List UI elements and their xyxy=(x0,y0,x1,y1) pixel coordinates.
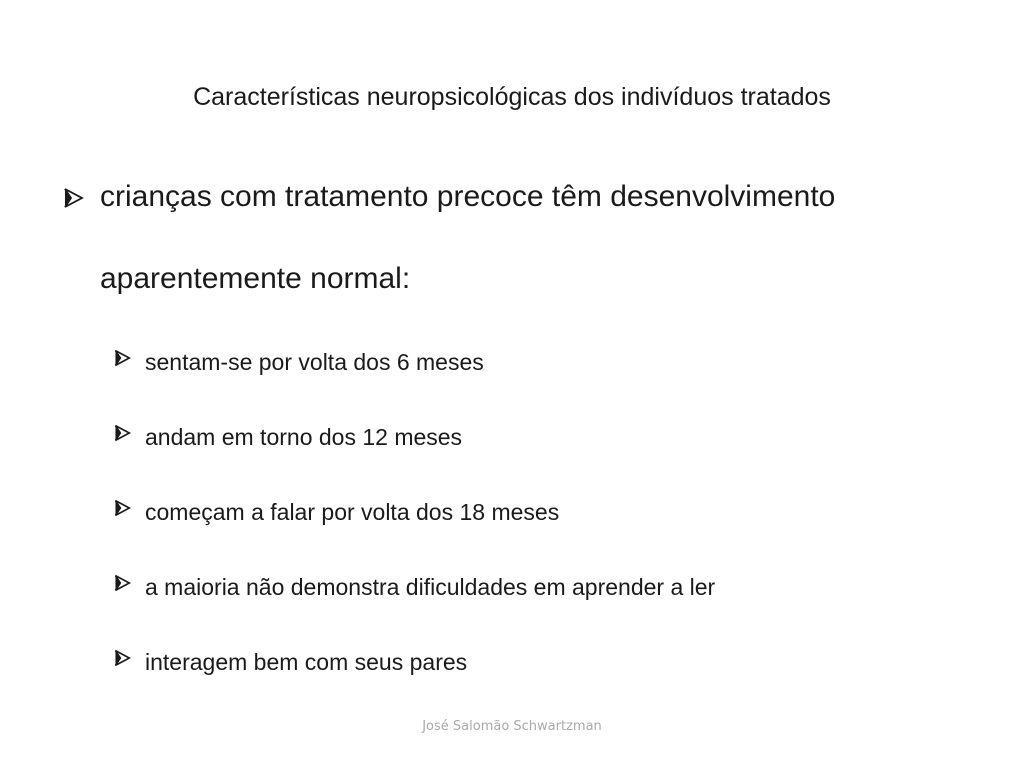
main-bullet-text: crianças com tratamento precoce têm desenvolvimento aparentemente normal: xyxy=(100,180,836,295)
sub-bullet-item xyxy=(113,493,993,531)
sub-bullet-item xyxy=(113,343,993,381)
arrow-bullet-icon xyxy=(113,499,145,525)
sub-bullet-text: interagem bem com seus pares xyxy=(145,648,468,675)
sub-bullet-list xyxy=(113,343,993,718)
sub-bullet-item xyxy=(113,643,993,681)
sub-bullet-item xyxy=(113,568,993,606)
arrow-bullet-icon xyxy=(62,187,100,227)
main-bullet-item xyxy=(62,176,962,320)
sub-bullet-text: sentam-se por volta dos 6 meses xyxy=(145,348,484,375)
footer-author: José Salomão Schwartzman xyxy=(422,719,602,734)
arrow-bullet-icon xyxy=(113,649,145,675)
sub-bullet-item xyxy=(113,418,993,456)
arrow-bullet-icon xyxy=(113,349,145,375)
slide-title: Características neuropsicológicas dos indivíduos tratados xyxy=(193,83,831,111)
sub-bullet-text: a maioria não demonstra dificuldades em aprender a ler xyxy=(145,573,716,600)
sub-bullet-text: começam a falar por volta dos 18 meses xyxy=(145,498,560,525)
sub-bullet-text: andam em torno dos 12 meses xyxy=(145,423,463,450)
arrow-bullet-icon xyxy=(113,424,145,450)
arrow-bullet-icon xyxy=(113,574,145,600)
